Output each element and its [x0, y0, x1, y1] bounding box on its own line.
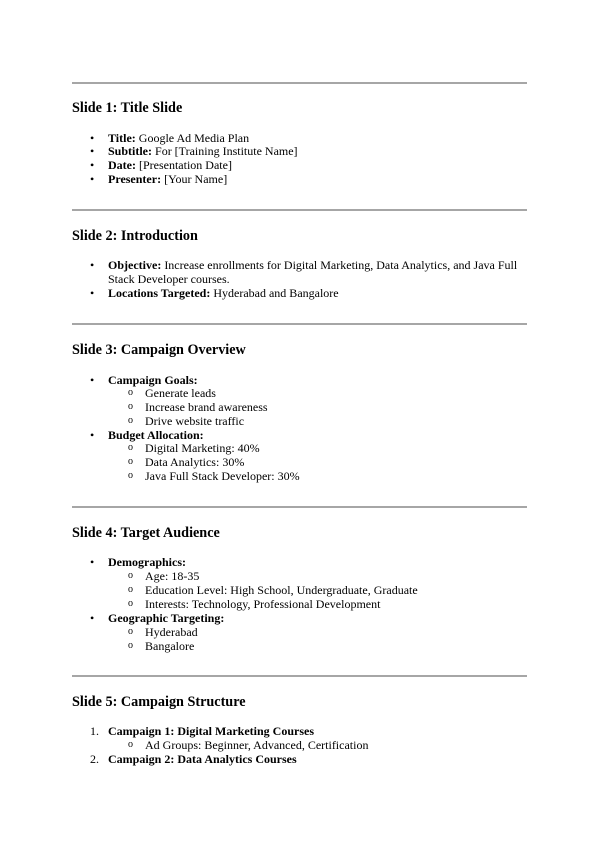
sub-list-item: Ad Groups: Beginner, Advanced, Certification — [145, 738, 369, 752]
bullet-icon: • — [90, 428, 95, 442]
item-label: Date: — [108, 158, 136, 172]
item-label: Title: — [108, 131, 136, 145]
sub-bullet-icon: o — [128, 456, 133, 467]
section-heading: Slide 1: Title Slide — [72, 100, 183, 116]
sub-bullet-icon: o — [128, 415, 133, 426]
sub-list-item: Generate leads — [145, 386, 216, 400]
list-item — [108, 428, 204, 442]
horizontal-rule — [72, 209, 527, 211]
list-number: 1. — [90, 724, 99, 738]
horizontal-rule — [72, 506, 527, 508]
list-item — [108, 752, 297, 766]
horizontal-rule — [72, 323, 527, 325]
list-item — [108, 144, 298, 158]
list-item — [108, 158, 232, 172]
sub-list-item: Hyderabad — [145, 625, 198, 639]
sub-bullet-icon: o — [128, 626, 133, 637]
item-label: Locations Targeted: — [108, 286, 211, 300]
bullet-icon: • — [90, 158, 95, 172]
sub-list-item: Bangalore — [145, 639, 195, 653]
list-item — [108, 611, 224, 625]
sub-bullet-icon: o — [128, 640, 133, 651]
bullet-icon: • — [90, 611, 95, 625]
item-text: [Presentation Date] — [135, 158, 232, 172]
item-label: Geographic Targeting: — [108, 611, 225, 625]
sub-list-item: Java Full Stack Developer: 30% — [145, 469, 300, 483]
horizontal-rule — [72, 82, 527, 84]
list-item — [108, 258, 517, 272]
section-heading: Slide 2: Introduction — [72, 228, 198, 244]
item-label: Presenter: — [108, 172, 162, 186]
item-label: Campaign 1: Digital Marketing Courses — [108, 724, 314, 738]
item-label: Budget Allocation: — [108, 428, 204, 442]
item-label: Subtitle: — [108, 144, 153, 158]
item-text-continued: Stack Developer courses. — [108, 272, 230, 286]
item-label: Objective: — [108, 258, 162, 272]
sub-bullet-icon: o — [128, 442, 133, 453]
section-heading: Slide 4: Target Audience — [72, 525, 220, 541]
item-label: Campaign 2: Data Analytics Courses — [108, 752, 297, 766]
sub-bullet-icon: o — [128, 470, 133, 481]
sub-bullet-icon: o — [128, 387, 133, 398]
list-item — [108, 131, 249, 145]
sub-bullet-icon: o — [128, 598, 133, 609]
sub-bullet-icon: o — [128, 739, 133, 750]
item-text: Increase enrollments for Digital Marketing, Data Analytics, and Java Full — [161, 258, 518, 272]
sub-bullet-icon: o — [128, 584, 133, 595]
bullet-icon: • — [90, 555, 95, 569]
sub-list-item: Digital Marketing: 40% — [145, 441, 260, 455]
sub-bullet-icon: o — [128, 570, 133, 581]
item-text: For [Training Institute Name] — [152, 144, 298, 158]
list-item — [108, 172, 227, 186]
sub-list-item: Education Level: High School, Undergraduate, Graduate — [145, 583, 418, 597]
sub-list-item: Data Analytics: 30% — [145, 455, 245, 469]
item-text: Hyderabad and Bangalore — [210, 286, 339, 300]
list-item — [108, 373, 198, 387]
section-heading: Slide 5: Campaign Structure — [72, 694, 246, 710]
item-label: Demographics: — [108, 555, 186, 569]
horizontal-rule — [72, 675, 527, 677]
sub-list-item: Age: 18-35 — [145, 569, 200, 583]
bullet-icon: • — [90, 172, 95, 186]
bullet-icon: • — [90, 144, 95, 158]
list-item — [108, 286, 339, 300]
item-text: Google Ad Media Plan — [135, 131, 250, 145]
list-item — [108, 555, 186, 569]
bullet-icon: • — [90, 286, 95, 300]
sub-list-item: Increase brand awareness — [145, 400, 268, 414]
sub-list-item: Interests: Technology, Professional Development — [145, 597, 381, 611]
bullet-icon: • — [90, 258, 95, 272]
bullet-icon: • — [90, 373, 95, 387]
list-number: 2. — [90, 752, 99, 766]
sub-bullet-icon: o — [128, 401, 133, 412]
item-label: Campaign Goals: — [108, 373, 198, 387]
item-text: [Your Name] — [161, 172, 228, 186]
section-heading: Slide 3: Campaign Overview — [72, 342, 246, 358]
bullet-icon: • — [90, 131, 95, 145]
list-item — [108, 724, 314, 738]
sub-list-item: Drive website traffic — [145, 414, 245, 428]
